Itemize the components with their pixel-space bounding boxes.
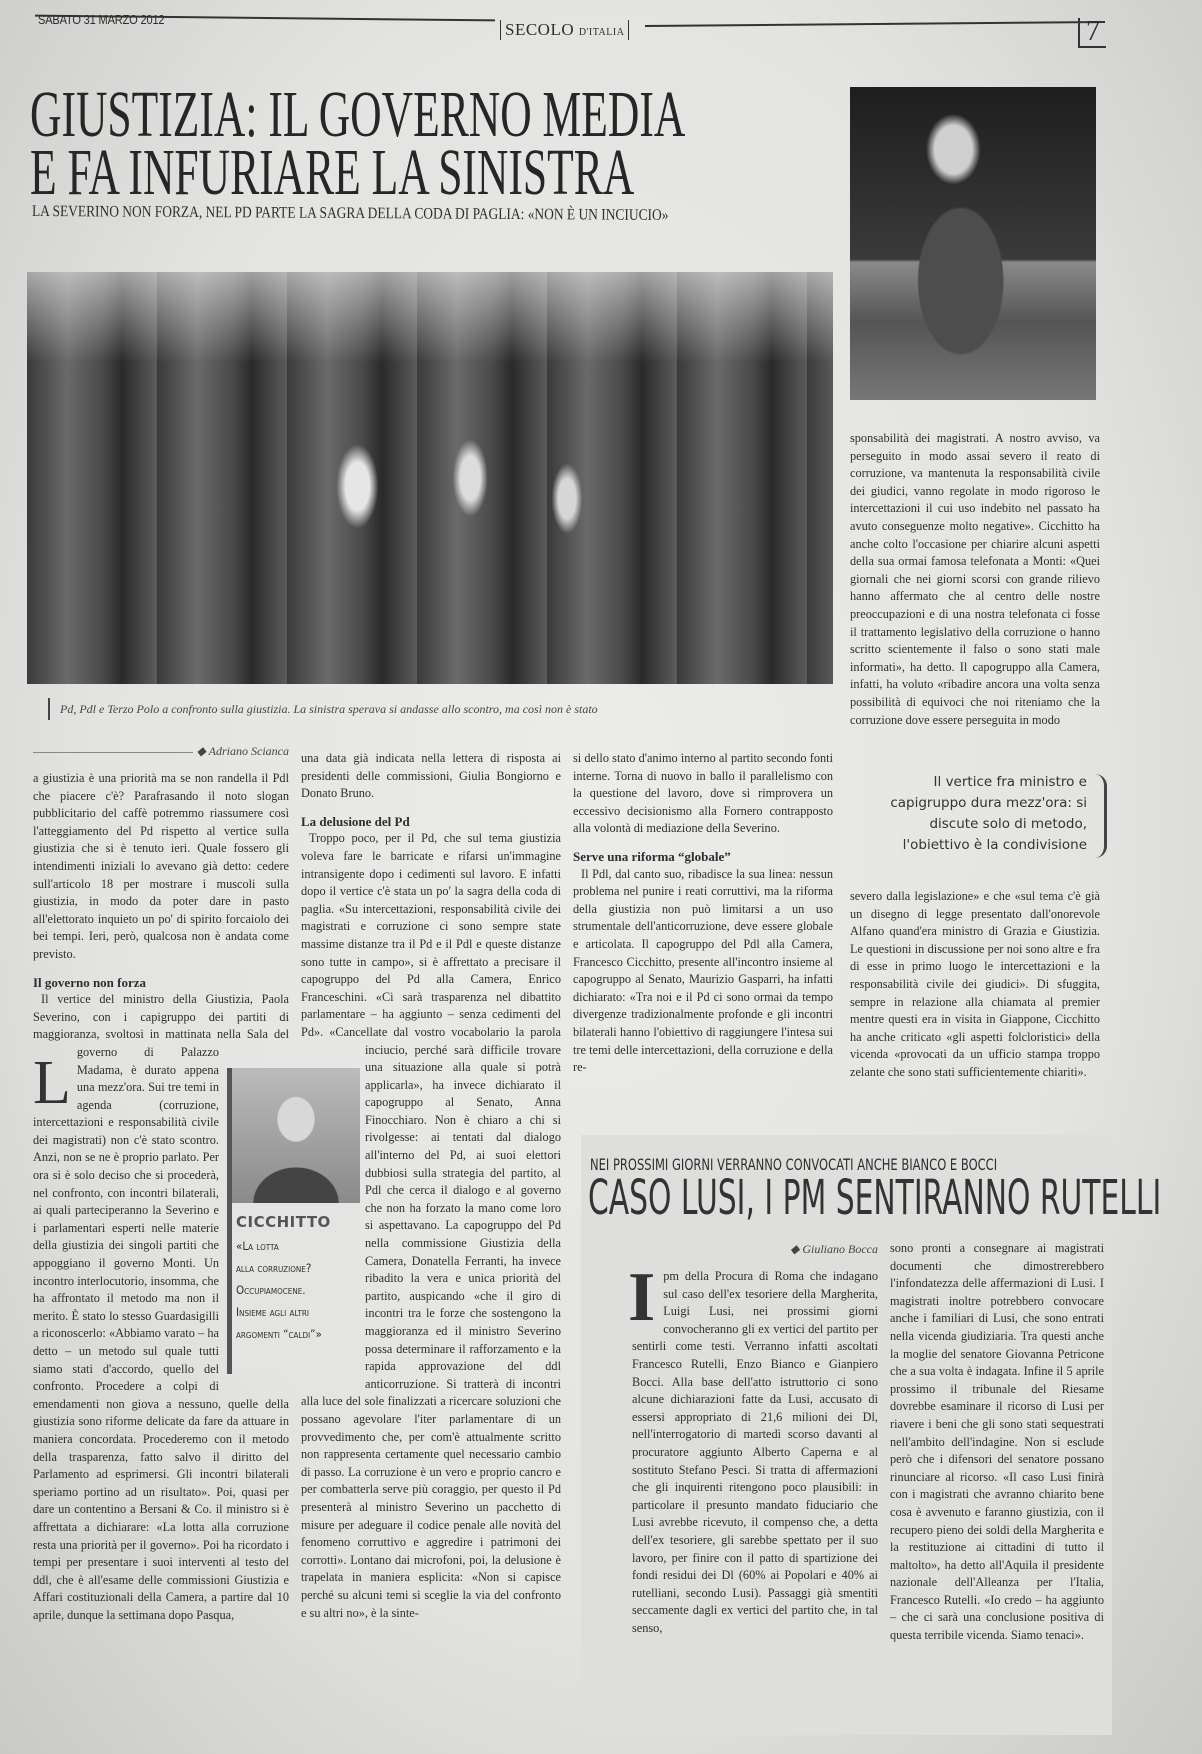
article-column-4-bottom: [850, 888, 1100, 1079]
newspaper-title-suffix: D'ITALIA: [578, 27, 625, 38]
box-column-1: [628, 1240, 878, 1730]
headline-line-1: GIUSTIZIA: IL GOVERNO MEDIA: [30, 78, 686, 151]
pull-quote-brace: [1090, 774, 1107, 858]
newspaper-title: SECOLO: [505, 20, 575, 39]
box-headline: CASO LUSI, I PM SENTIRANNO RUTELLI: [588, 1170, 1162, 1226]
photo-caption: Pd, Pdl e Terzo Polo a confronto sulla giustizia. La sinistra sperava si andasse allo scontro, ma così non è stato: [48, 698, 598, 720]
drop-cap: L: [33, 1049, 71, 1117]
paragraph: Troppo poco, per il Pd, che sul tema giustizia voleva fare le barricate e rifarsi un'immagine intransigente dopo i cedimenti sul lavoro. E infatti dopo il vertice c'è stata un po' la sagra della coda di paglia. «Su intercettazioni, responsabilità civile dei magistrati e corruzione ci sono sempre state massime distanze tra il Pd e il Pdl e queste distanze sono tutte in campo», si è affrettato a precisare il capogruppo del Pd alla Camera, Enrico Franceschini. «Ci sarà trasparenza nel dibattito parlamentare – ha aggiunto – senza cedimenti del Pd». «Cancellate dal vostro vocabolario la parola inciucio, perché sarà difficile trovare una situazione alla quale si potrà applicarla», ha invece dichiarato il capogruppo al Senato, Anna Finocchiaro. Non è chiaro a chi si rivolgesse: ai tentati dal dialogo all'interno del Pd, ai suoi elettori dubbiosi sulla strategia del partito, al Pdl che cerca il dialogo e al governo che non ha forzato la mano come loro si aspettavano. La capogruppo del Pd nella commissione Giustizia della Camera, Donatella Ferranti, ha invece ribadito la vera e unica priorità del partito, auspicando «che il giro di incontri tra le forze che sostengono la maggioranza ed il ministro Severino possa determinare il rafforzamento e la rapida approvazione del ddl anticorruzione. Si tratterà di incontri alla luce del sole finalizzati a ricercare soluzioni che possano agevolare l'iter parlamentare di un provvedimento che, per com'è attualmente scritto non rappresenta certamente quel necessario cambio di passo. La corruzione è un vero e proprio cancro e per combatterla serve più coraggio, per questo il Pd presenterà al ministro Severino un pacchetto di misure per adeguare il codice penale alle novità del fenomeno corruttivo e aggredire i patrimoni dei corrotti». Lontano dai microfoni, poi, la delusione è trapelata in maniera esplicita: «Non si capisce perché su alcuni temi si sceglie la via del confronto e su altri no», è la sinte-: [301, 831, 561, 1620]
paragraph: si dello stato d'animo interno al partito secondo fonti interne. Torna di nuovo in ballo il parallelismo con la questione del lavoro, dove si rimprovera un eccessivo decisionismo alla Fornero contrapposto alla volontà di mediazione della Severino.: [573, 751, 833, 836]
subtitle: Il governo non forza: [33, 974, 147, 990]
headline-line-2: E FA INFURIARE LA SINISTRA: [30, 136, 635, 209]
subtitle: La delusione del Pd: [301, 813, 410, 829]
author-byline: ◆ Adriano Scianca: [196, 744, 289, 758]
newspaper-name: [500, 20, 629, 40]
page-number: 7: [1078, 18, 1106, 48]
judges-robes-photo: [27, 272, 833, 684]
box-author-byline: ◆ Giuliano Bocca: [790, 1242, 878, 1256]
subheadline: LA SEVERINO NON FORZA, NEL PD PARTE LA SAGRA DELLA CODA DI PAGLIA: «NON È UN INCIUCIO»: [31, 203, 669, 224]
paragraph: sponsabilità dei magistrati. A nostro avviso, va perseguito in modo assai severo il reato di corruzione, va mantenuta la responsabilità civile dei giudici, vanno regolate in modo rigoroso le intercettazioni il cui uso indebito nel passato ha avuto conseguenze molto negative». Cicchitto ha anche colto l'occasione per chiarire alcuni aspetti della sua ormai famosa telefonata a Monti: «Quei giornali che nei giorni scorsi con grande rilievo hanno affermato che al centro delle nostre preoccupazioni e di una nostra telefonata ci fosse il trattamento legislativo della corruzione o hanno scritto scientemente il falso o sono stati male informati», ha detto. Il capogruppo alla Camera, infatti, ha voluto «ribadire ancora una volta senza possibilità di equivoci che noi riteniamo che la corruzione dove essere perseguita in modo: [850, 431, 1100, 727]
author-name: Adriano Scianca: [208, 744, 289, 758]
cicchitto-inset: [227, 1068, 360, 1374]
paragraph: a giustizia è una priorità ma se non randella il Pdl che piacere c'è? Parafrasando il noto slogan pubblicitario del caffè potremmo riassumere così l'atteggiamento del Pd rispetto al vertice sulla giustizia che si è tenuto ieri. Quale fossero gli intendimenti iniziali lo avevano già detto: cedere sull'articolo 18 per mostrare i muscoli sulla giustizia, in modo da poter dare in pasto all'elettorato inquieto un po' di spirito forcaiolo dei bei tempi. Ieri, però, qualcosa non è andata come previsto.: [33, 771, 289, 961]
box-column-2: [890, 1240, 1104, 1730]
paragraph: severo dalla legislazione» e che «sul tema c'è già un disegno di legge presentato dall'onorevole Alfano quand'era ministro di Grazia e Giustizia. Le questioni in discussione per noi sono altre e fra di esse in primo luogo le intercettazioni e la responsabilità civile dei giudici». Di sfuggita, sempre in relazione alla chiamata al premier mentre questi era in visita in Giappone, Cicchitto ha anche criticato «gli aspetti folcloristici» della vicenda «provocati da un ufficio stampa troppo zelante che sono stati sufficientemente chiariti».: [850, 889, 1100, 1079]
box-kicker: NEI PROSSIMI GIORNI VERRANNO CONVOCATI ANCHE BIANCO E BOCCI: [590, 1155, 998, 1174]
box-author-name: Giuliano Bocca: [802, 1242, 878, 1256]
inset-quote: «La lotta alla corruzione? Occupiamocene. Insieme agli altri argomenti “caldi”»: [236, 1239, 322, 1341]
article-column-3: [573, 750, 833, 1075]
pull-quote: Il vertice fra ministro e capigruppo dura mezz'ora: si discute solo di metodo, l'obiettivo è la condivisione: [890, 774, 1087, 853]
subtitle: Serve una riforma “globale”: [573, 848, 731, 864]
cicchitto-photo: [232, 1068, 360, 1203]
issue-date: SABATO 31 MARZO 2012: [38, 12, 165, 27]
inset-name: CICCHITTO: [236, 1213, 331, 1231]
paragraph: Il Pdl, dal canto suo, ribadisce la sua linea: nessun problema nel punire i reati corruttivi, ma la riforma della giustizia non può limitarsi a un uso strumentale dell'anticorruzione, deve essere globale e articolata. Il capogruppo del Pdl alla Camera, Francesco Cicchitto, presente all'incontro insieme al capogruppo al Senato, Maurizio Gasparri, ha infatti dichiarato: «Tra noi e il Pd ci sono ormai da tempo divergenze tradizionalmente profonde e gli incontri bilaterali hanno l'obiettivo di raggiungere l'intesa sui tre temi delle intercettazioni, della corruzione e della re-: [573, 866, 833, 1075]
drop-cap: I: [628, 1259, 656, 1336]
paragraph: Il vertice del ministro della Giustizia, Paola Severino, con i capigruppo dei partiti di maggioranza, svoltosi in mattinata nella Sala del governo di Palazzo Madama, è durato appena una mezz'ora. Sui tre temi in agenda (corruzione, intercettazioni e responsabilità civile dei magistrati) non c'è stato scontro. Anzi, non se ne è proprio parlato. Per ora si è solo deciso che si procederà, nel confronto, con incontri bilaterali, ai quali parteciperanno la Severino e i parlamentari esperti nelle materie della giustizia dei singoli partiti che appoggiano il governo Monti. Un incontro interlocutorio, insomma, che ha affrontato il metodo ma non il merito. È stato lo stesso Guardasigilli a riconoscerlo: «Abbiamo varato – ha detto – un metodo sul quale tutti siamo stati d'accordo, quello del confronto. Procedere a colpi di emendamenti non giova a nessuno, quelle della giustizia sono riforme delicate da fare da attuare in maniera concordata. Procederemo con il metodo della trasparenza, fatto salvo il diritto del Parlamento ad esprimersi. Gli incontri bilaterali speriamo portino ad un risultato». Poi, quasi per dare un contentino a Bersani & Co. il ministro si è affrettata a dichiarare: «La lotta alla corruzione resta una priorità per il governo». Poi ha ricordato i tempi per presentare i suoi interventi al testo del ddl, che è all'esame delle commissioni Giustizia e Affari costituzionali della Camera, a partire dal 10 aprile, dunque la settimana dopo Pasqua,: [33, 992, 289, 1622]
header-rule: [645, 21, 1105, 27]
paragraph: una data già indicata nella lettera di risposta ai presidenti delle commissioni, Giulia Bongiorno e Donato Bruno.: [301, 751, 561, 801]
paragraph: pm della Procura di Roma che indagano sul caso dell'ex tesoriere della Margherita, Luigi Lusi, nei prossimi giorni convocheranno gli ex vertici del partito per sentirli come testi. Verranno infatti ascoltati Francesco Rutelli, Enzo Bianco e Gianpiero Bocci. Alla base dell'atto istruttorio ci sono alcune dichiarazioni fatte da Lusi, accusato di essersi appropriato di 21,6 milioni dei Dl, nell'interrogatorio di martedì scorso davanti al procuratore aggiunto Alberto Caperna e al sostituto Stefano Pesci. Si tratta di affermazioni che gli inquirenti ritengono poco plausibili: in particolare il presunto mandato fiduciario che Lusi avrebbe ricevuto, il compenso che, a detta dell'ex tesoriere, gli sarebbe spettato per il suo lavoro, per finire con il patto di spartizione dei fondi residui dei Dl (60% ai Popolari e 40% ai rutelliani, secondo Lusi). Passaggi già smentiti seccamente dagli ex vertici del partito che, in tal senso,: [632, 1269, 878, 1635]
article-column-4-top: [850, 430, 1100, 766]
paragraph: sono pronti a consegnare ai magistrati documenti che dimostrerebbero l'infondatezza delle affermazioni di Lusi. I magistrati inoltre potrebbero convocare anche i familiari di Lusi, che sono entrati nella vicenda giudiziaria. Tra questi anche la moglie del senatore Giovanna Petricone che a sua volta è indagata. Infine il 5 aprile prossimo il tribunale del Riesame dovrebbe esaminare il ricorso di Lusi per riavere i beni che gli sono stati sequestrati nell'ambito dell'indagine. Non si esclude però che i difensori del senatore possano rinunciare al ricorso. «Il caso Lusi finirà con i magistrati che avranno chiarito bene cosa è avvenuto e faranno giustizia, con il recupero pieno dei soldi della Margherita e la restituzione ai cittadini di tutto il maltolto», ha detto all'Aquila il presidente nazionale dell'Alleanza per l'Italia, Francesco Rutelli. «Io credo – ha aggiunto – che ci sarà una conclusione positiva di questa terribile vicenda. Siamo tenaci».: [890, 1241, 1104, 1643]
severino-photo: [850, 87, 1096, 400]
